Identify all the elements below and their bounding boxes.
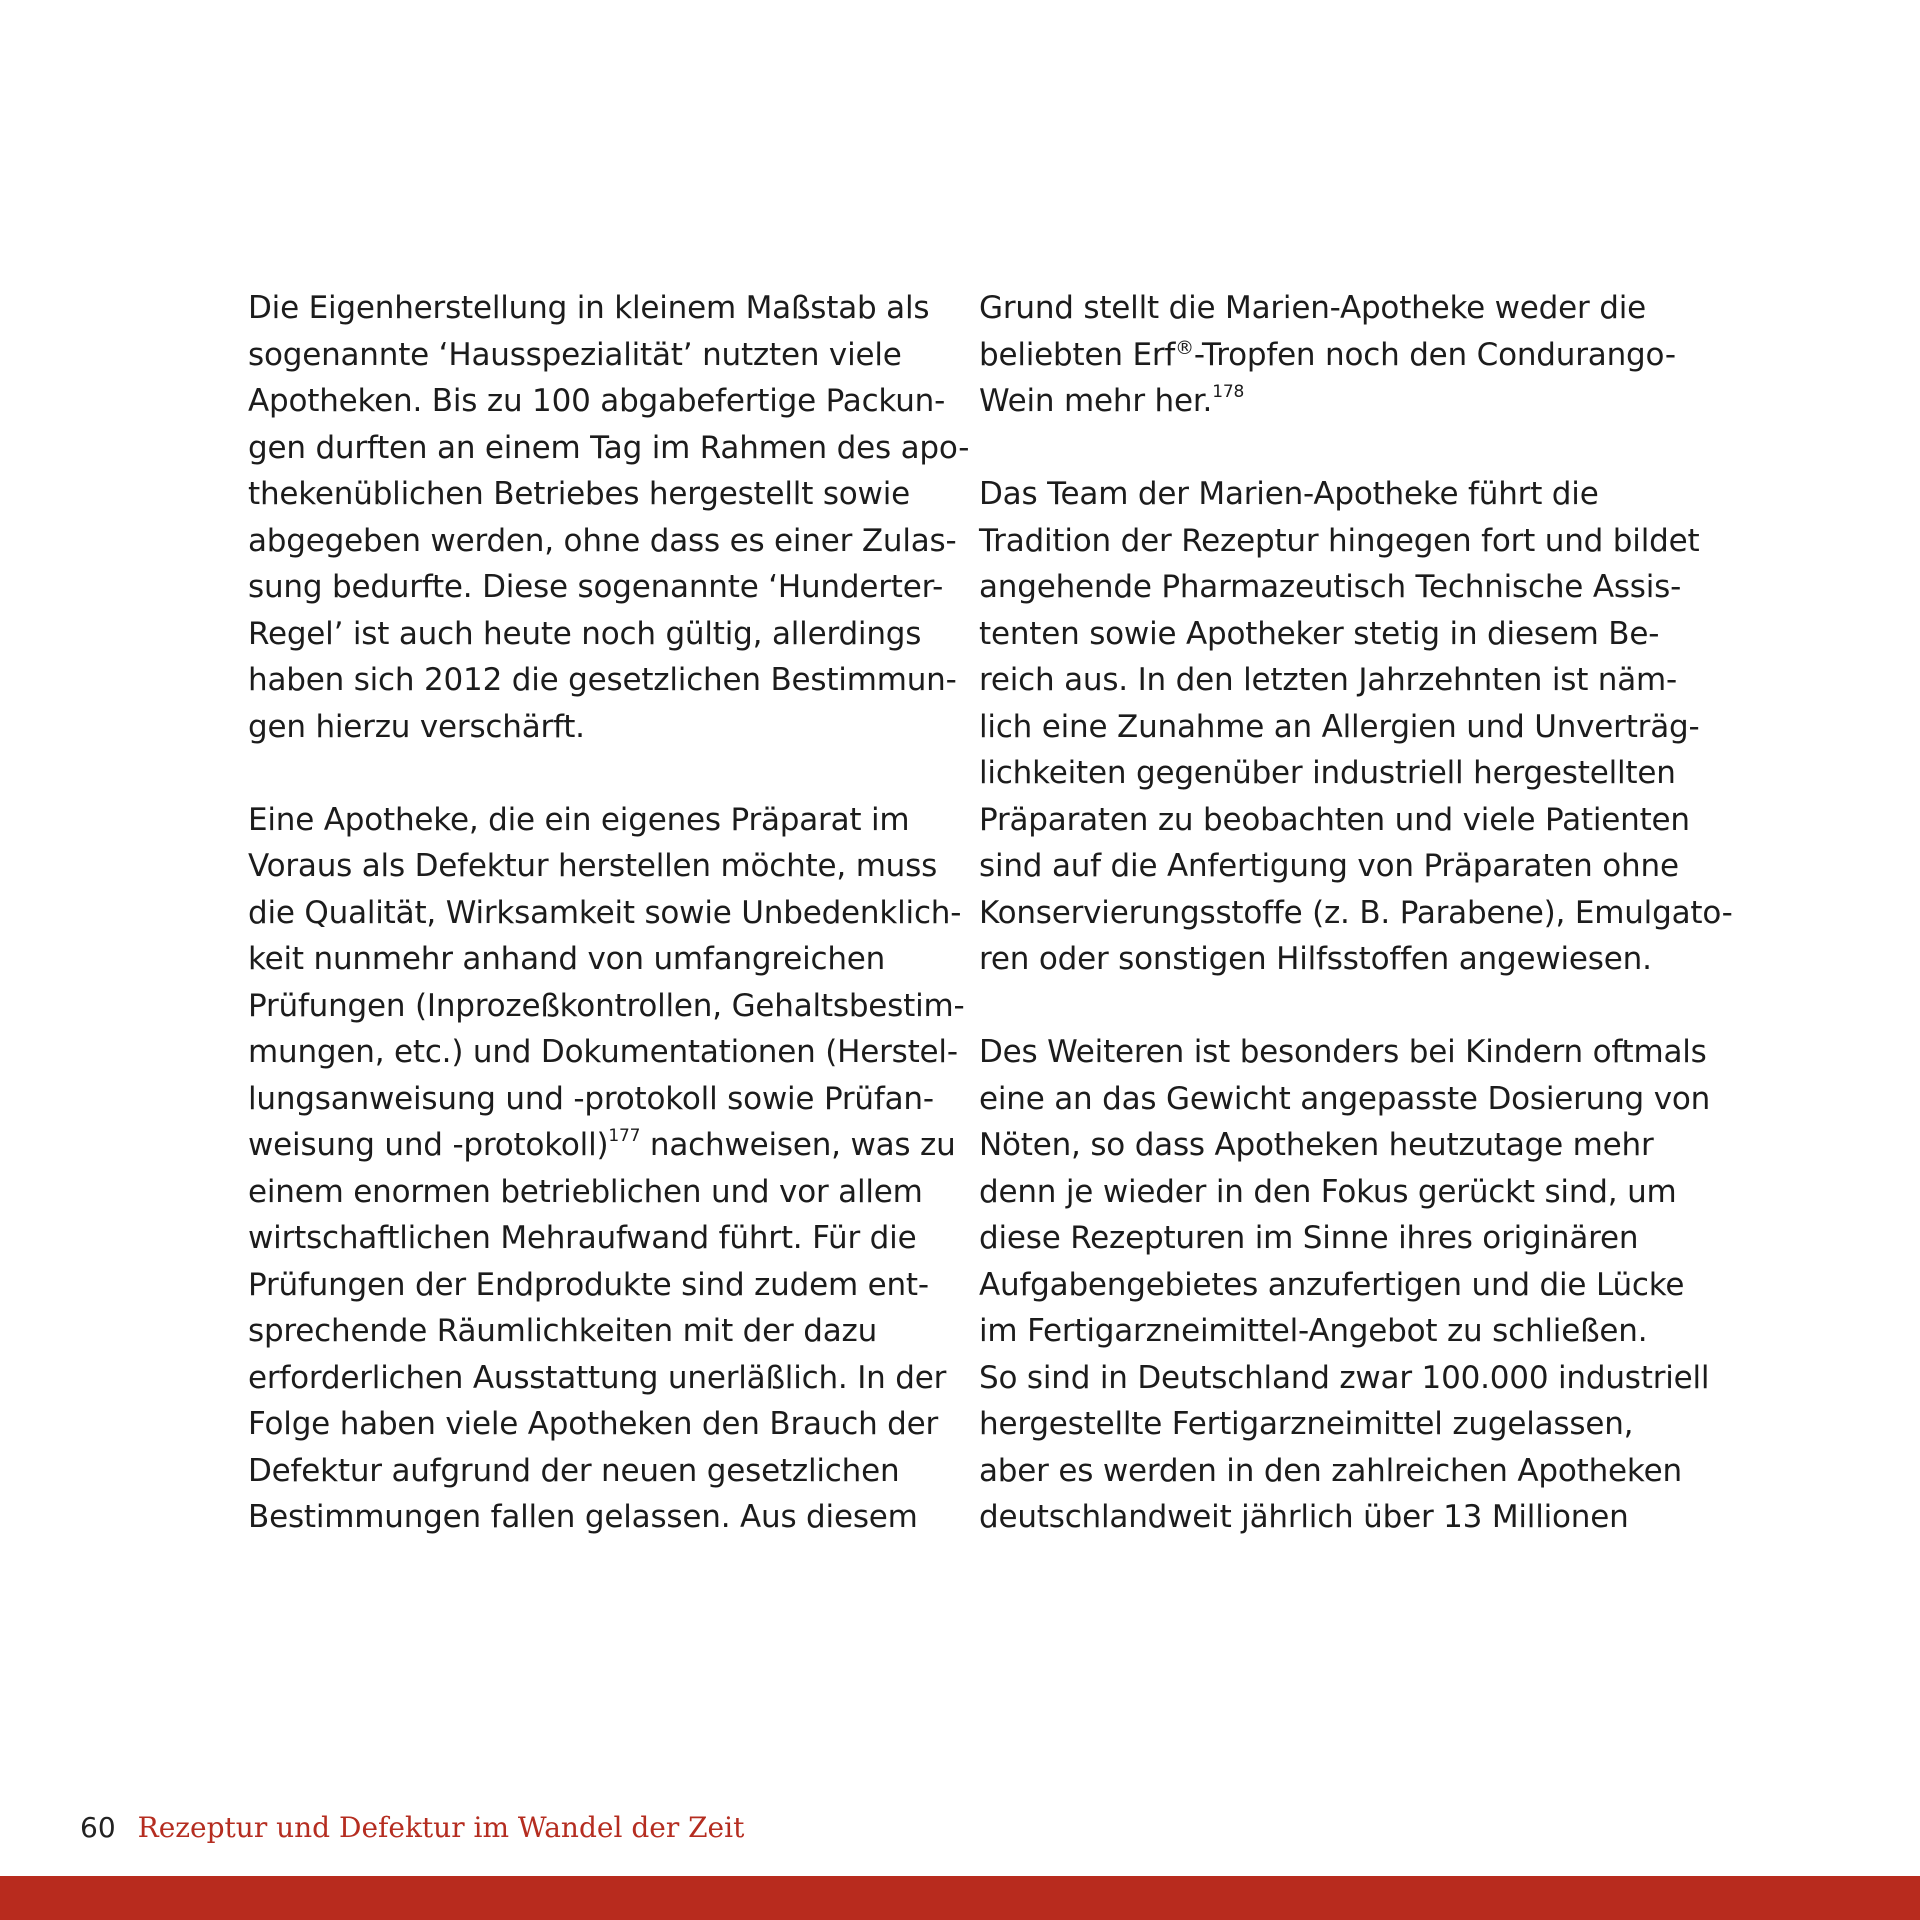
accent-bar bbox=[0, 1876, 1920, 1920]
text-line: ren oder sonstigen Hilfsstoffen angewiesen. bbox=[979, 941, 1652, 977]
text-line: Des Weiteren ist besonders bei Kindern oftmals bbox=[979, 1034, 1707, 1070]
text-line: So sind in Deutschland zwar 100.000 industriell bbox=[979, 1359, 1710, 1396]
paragraph-gap bbox=[979, 425, 1679, 472]
text-line: abgegeben werden, ohne dass es einer Zulas- bbox=[248, 522, 957, 559]
left-text-column bbox=[248, 285, 970, 1541]
text-line: Präparaten zu beobachten und viele Patienten bbox=[979, 801, 1690, 838]
text-line: lungsanweisung und -protokoll sowie Prüfan- bbox=[248, 1080, 934, 1117]
paragraph-gap bbox=[248, 750, 948, 797]
text-line: aber es werden in den zahlreichen Apotheken bbox=[979, 1452, 1682, 1489]
text-line: keit nunmehr anhand von umfangreichen bbox=[248, 941, 886, 977]
text-line: die Qualität, Wirksamkeit sowie Unbedenklich- bbox=[248, 894, 962, 931]
text-line: Regel’ ist auch heute noch gültig, allerdings bbox=[248, 615, 922, 652]
text-line: Voraus als Defektur herstellen möchte, muss bbox=[248, 848, 938, 884]
text-line: Bestimmungen fallen gelassen. Aus diesem bbox=[248, 1499, 918, 1535]
text-line: denn je wieder in den Fokus gerückt sind, um bbox=[979, 1173, 1677, 1210]
text-line: Aufgabengebietes anzufertigen und die Lücke bbox=[979, 1266, 1685, 1303]
text-line: Prüfungen (Inprozeßkontrollen, Gehaltsbestim- bbox=[248, 987, 965, 1024]
text-line: deutschlandweit jährlich über 13 Millionen bbox=[979, 1499, 1629, 1535]
text-segment: weisung und -protokoll) bbox=[248, 1127, 609, 1163]
text-line: thekenüblichen Betriebes hergestellt sowie bbox=[248, 476, 910, 512]
text-line: diese Rezepturen im Sinne ihres originären bbox=[979, 1220, 1639, 1256]
text-line: Apotheken. Bis zu 100 abgabefertige Packun- bbox=[248, 383, 946, 419]
text-line: Die Eigenherstellung in kleinem Maßstab als bbox=[248, 290, 930, 326]
text-line: mungen, etc.) und Dokumentationen (Herstel- bbox=[248, 1034, 958, 1070]
text-line: Grund stellt die Marien-Apotheke weder die bbox=[979, 290, 1646, 326]
text-segment: beliebten Erf bbox=[979, 336, 1176, 373]
text-line: haben sich 2012 die gesetzlichen Bestimmun- bbox=[248, 662, 957, 698]
text-line: Das Team der Marien-Apotheke führt die bbox=[979, 476, 1599, 512]
text-line: tenten sowie Apotheker stetig in diesem Be- bbox=[979, 615, 1660, 652]
right-text-column bbox=[979, 285, 1733, 1541]
text-line: Konservierungsstoffe (z. B. Parabene), Emulgato- bbox=[979, 894, 1733, 931]
text-line: sind auf die Anfertigung von Präparaten ohne bbox=[979, 848, 1679, 884]
text-line: lich eine Zunahme an Allergien und Unverträg- bbox=[979, 708, 1700, 745]
text-line: Eine Apotheke, die ein eigenes Präparat im bbox=[248, 801, 910, 838]
text-line-with-registered-mark bbox=[979, 332, 1679, 379]
text-line: Defektur aufgrund der neuen gesetzlichen bbox=[248, 1452, 900, 1489]
text-line: im Fertigarzneimittel-Angebot zu schließen. bbox=[979, 1313, 1648, 1349]
text-line: gen hierzu verschärft. bbox=[248, 708, 585, 745]
text-line: lichkeiten gegenüber industriell hergestellten bbox=[979, 755, 1676, 791]
running-title: Rezeptur und Defektur im Wandel der Zeit bbox=[137, 1811, 745, 1844]
text-line-with-footnote bbox=[248, 1122, 956, 1169]
text-line: wirtschaftlichen Mehraufwand führt. Für die bbox=[248, 1220, 917, 1256]
text-line: reich aus. In den letzten Jahrzehnten ist näm- bbox=[979, 662, 1678, 698]
text-line: Tradition der Rezeptur hingegen fort und bildet bbox=[979, 522, 1700, 559]
footnote-reference-177: 177 bbox=[608, 1126, 641, 1146]
text-line: sprechende Räumlichkeiten mit der dazu bbox=[248, 1313, 878, 1349]
text-line: Nöten, so dass Apotheken heutzutage mehr bbox=[979, 1127, 1654, 1163]
registered-mark: ® bbox=[1175, 336, 1194, 359]
page-number: 60 bbox=[80, 1811, 116, 1844]
text-segment: nachweisen, was zu bbox=[640, 1127, 956, 1163]
paragraph-gap bbox=[979, 983, 1679, 1030]
text-line: sogenannte ‘Hausspezialität’ nutzten viele bbox=[248, 336, 902, 373]
text-line: einem enormen betrieblichen und vor allem bbox=[248, 1173, 923, 1210]
text-line: hergestellte Fertigarzneimittel zugelassen, bbox=[979, 1406, 1634, 1442]
footnote-reference-178: 178 bbox=[1212, 382, 1245, 402]
text-line: eine an das Gewicht angepasste Dosierung von bbox=[979, 1080, 1711, 1117]
text-line-with-footnote bbox=[979, 378, 1679, 425]
text-line: sung bedurfte. Diese sogenannte ‘Hunderter- bbox=[248, 569, 944, 605]
text-line: gen durften an einem Tag im Rahmen des apo- bbox=[248, 429, 970, 466]
text-line: Prüfungen der Endprodukte sind zudem ent- bbox=[248, 1266, 929, 1303]
text-line: Folge haben viele Apotheken den Brauch der bbox=[248, 1406, 939, 1442]
text-line: erforderlichen Ausstattung unerläßlich. In der bbox=[248, 1359, 947, 1396]
page-footer bbox=[80, 1811, 744, 1853]
text-line: angehende Pharmazeutisch Technische Assis- bbox=[979, 569, 1682, 605]
text-segment: -Tropfen noch den Condurango- bbox=[1193, 336, 1676, 373]
text-segment: Wein mehr her. bbox=[979, 383, 1213, 419]
